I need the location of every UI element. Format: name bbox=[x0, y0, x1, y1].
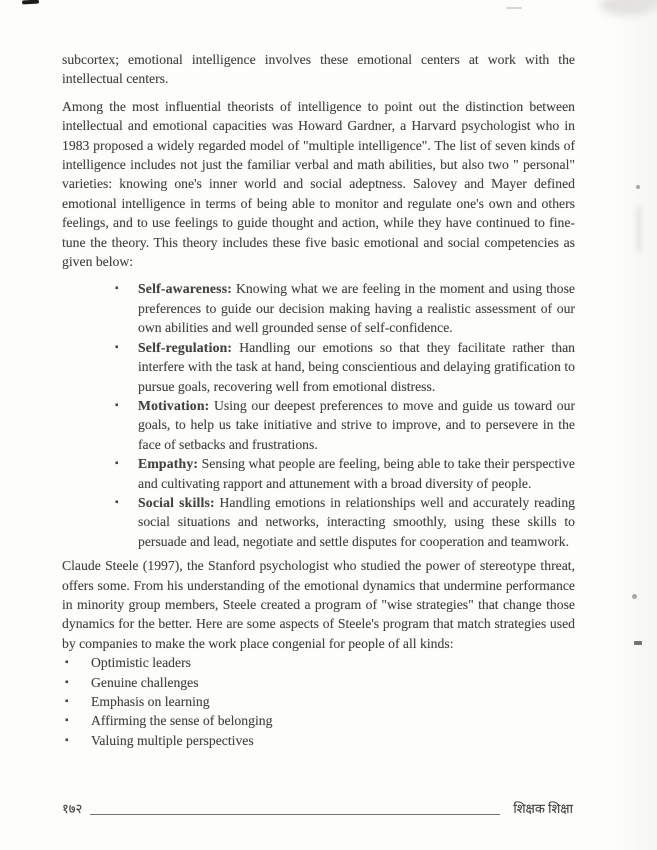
competency-text: Knowing what we are feeling in the moment and using those preferences to guide our decision making having a realistic assessment of our own abilities and well grounded sense of self-confidence. bbox=[138, 281, 575, 336]
page-footer bbox=[62, 800, 573, 818]
scan-artifact-top-right-dash bbox=[506, 7, 522, 9]
page-number: १७२ bbox=[62, 801, 83, 816]
paragraph-steele: Claude Steele (1997), the Stanford psychologist who studied the power of stereotype threat, offers some. From his understanding of the emotional dynamics that undermine performance in minority group members, Steele created a program of "wise strategies" that change those dynamics for the better. Here are some aspects of Steele's program that match strategies used by companies to make the work place congenial for people of all kinds: bbox=[62, 558, 575, 651]
bullet-icon: ▪ bbox=[65, 696, 69, 707]
paragraph-subcortex: subcortex; emotional intelligence involves these emotional centers at work with the intellectual centers. bbox=[62, 52, 575, 87]
strategy-text: Optimistic leaders bbox=[91, 655, 191, 671]
list-item-self-regulation bbox=[62, 338, 575, 396]
competencies-list bbox=[62, 279, 575, 551]
scan-artifact-right-dot-lower bbox=[632, 594, 637, 599]
scan-artifact-right-dash bbox=[634, 641, 642, 645]
footer-rule bbox=[90, 814, 500, 815]
list-item-strategy bbox=[62, 653, 575, 672]
bullet-icon: ▪ bbox=[115, 458, 119, 470]
bullet-icon: ▪ bbox=[65, 657, 69, 669]
competency-text: Handling our emotions so that they facilitate rather than interfere with the task at hand, being conscientious and delaying gratification to pursue goals, recovering well from emotional distress. bbox=[138, 339, 576, 394]
list-item-empathy bbox=[62, 454, 575, 493]
list-item-strategy bbox=[62, 692, 575, 711]
bullet-icon: ▪ bbox=[65, 734, 69, 746]
list-item-strategy bbox=[62, 731, 575, 750]
list-item-social-skills bbox=[62, 493, 575, 551]
scan-artifact-right-smudge bbox=[636, 206, 642, 252]
journal-title: शिक्षक शिक्षा bbox=[513, 801, 573, 816]
bullet-icon: ▪ bbox=[115, 496, 119, 508]
scan-artifact-right-dot-upper bbox=[636, 185, 640, 189]
bullet-icon: ▪ bbox=[65, 676, 69, 688]
competency-term: Self-awareness: bbox=[138, 281, 232, 297]
strategy-text: Genuine challenges bbox=[91, 674, 199, 690]
strategy-text: Emphasis on learning bbox=[91, 694, 210, 709]
competency-term: Motivation: bbox=[138, 397, 210, 413]
bullet-icon: ▪ bbox=[115, 399, 119, 411]
paragraph-gardner-salovey: Among the most influential theorists of intelligence to point out the distinction between intellectual and emotional capacities was Howard Gardner, a Harvard psychologist who in 1983 proposed a widely regarded model of "multiple intelligence". The list of seven kinds of intelligence includes not just the familiar verbal and math abilities, but also two " personal" varieties: knowing one's inner world and social adeptness. Salovey and Mayer defined emotional intelligence in terms of being able to monitor and regulate one's own and others feelings, and to use feelings to guide thought and action, while they have continued to fine-tune the theory. This theory includes these five basic emotional and social competencies as given below: bbox=[62, 98, 575, 270]
list-item-motivation bbox=[62, 396, 575, 454]
strategy-text: Valuing multiple perspectives bbox=[91, 732, 254, 748]
bullet-icon: ▪ bbox=[115, 283, 119, 295]
list-item-strategy bbox=[62, 711, 575, 730]
competency-term: Empathy: bbox=[138, 456, 199, 472]
competency-text: Handling emotions in relationships well and accurately reading social situations and networks, interacting smoothly, using these skills to persuade and lead, negotiate and settle disputes for cooperation and teamwork. bbox=[138, 494, 576, 549]
list-item-strategy bbox=[62, 673, 575, 692]
bullet-icon: ▪ bbox=[65, 715, 69, 727]
bullet-icon: ▪ bbox=[115, 341, 119, 353]
competency-text: Using our deepest preferences to move and guide us toward our goals, to help us take initiative and strive to improve, and to persevere in the face of setbacks and frustrations. bbox=[138, 397, 576, 452]
scan-artifact-top-left bbox=[22, 0, 39, 4]
competency-term: Self-regulation: bbox=[138, 339, 233, 355]
strategy-text: Affirming the sense of belonging bbox=[91, 713, 273, 729]
list-item-self-awareness bbox=[62, 279, 575, 337]
competency-term: Social skills: bbox=[138, 494, 215, 510]
scan-artifact-top-right-blob bbox=[600, 0, 652, 16]
strategies-list bbox=[62, 653, 575, 750]
competency-text: Sensing what people are feeling, being able to take their perspective and cultivating rapport and attunement with a broad diversity of people. bbox=[138, 456, 575, 491]
